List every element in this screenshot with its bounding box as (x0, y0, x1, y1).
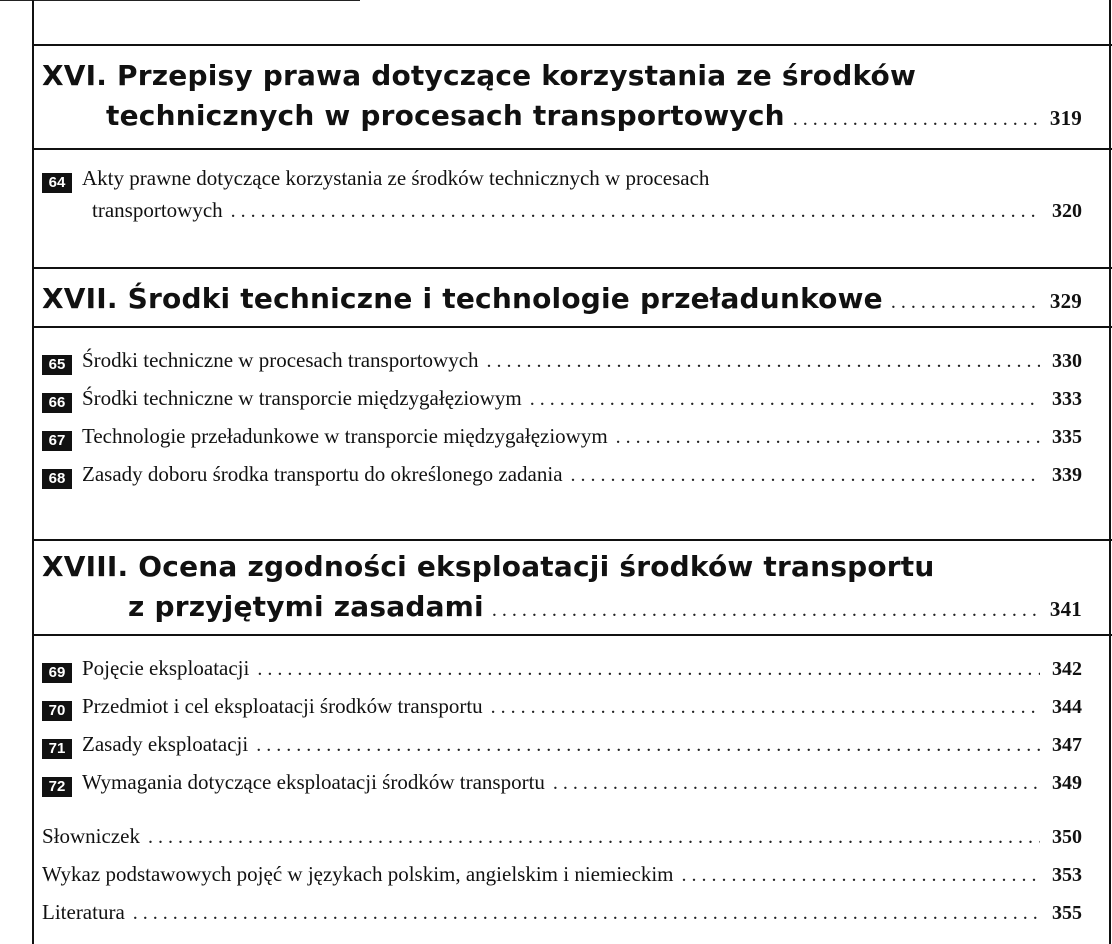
entry-title: Środki techniczne w procesach transportowych (82, 348, 479, 372)
section-heading-xvi (42, 56, 1082, 139)
entry-title: Wykaz podstawowych pojęć w językach polskim, angielskim i niemieckim (42, 862, 674, 886)
section-title-line1: XVI. Przepisy prawa dotyczące korzystania ze środków (42, 59, 917, 92)
toc-entry (42, 766, 1082, 799)
dot-leader (491, 691, 1040, 723)
chapter-number-badge: 67 (42, 431, 72, 451)
section-divider (32, 148, 1112, 150)
toc-entry (42, 690, 1082, 723)
entry-title: Środki techniczne w transporcie międzygałęziowym (82, 386, 522, 410)
page-number: 329 (1049, 289, 1082, 313)
section-divider (32, 539, 1112, 541)
section-heading-xvii (42, 279, 1082, 322)
toc-entry (42, 382, 1082, 415)
entry-title: Akty prawne dotyczące korzystania ze środków technicznych w procesach (82, 166, 710, 190)
section-divider (32, 634, 1112, 636)
right-border (1109, 0, 1111, 944)
page-number: 350 (1052, 826, 1082, 848)
toc-entry (42, 344, 1082, 377)
toc-entry-back-matter (42, 820, 1082, 853)
section-title-line2: z przyjętymi zasadami (128, 590, 484, 623)
dot-leader (257, 653, 1040, 685)
left-border (32, 0, 34, 944)
page-number: 353 (1052, 864, 1082, 886)
toc-entry (42, 420, 1082, 453)
toc-entry (42, 458, 1082, 491)
toc-entry-back-matter (42, 896, 1082, 929)
page-number: 341 (1049, 597, 1082, 621)
section-divider (32, 326, 1112, 328)
dot-leader (133, 897, 1040, 929)
dot-leader (891, 282, 1038, 322)
chapter-number-badge: 70 (42, 701, 72, 721)
chapter-number-badge: 66 (42, 393, 72, 413)
entry-title-cont: transportowych (92, 198, 223, 222)
page-number: 342 (1052, 658, 1082, 680)
entry-title: Pojęcie eksploatacji (82, 656, 250, 680)
dot-leader (616, 421, 1040, 453)
section-title-line1: XVII. Środki techniczne i technologie przeładunkowe (42, 282, 883, 315)
page-number: 330 (1052, 350, 1082, 372)
entry-title: Słowniczek (42, 824, 140, 848)
entry-title: Wymagania dotyczące eksploatacji środków transportu (82, 770, 545, 794)
page-number: 347 (1052, 734, 1082, 756)
page-number: 333 (1052, 388, 1082, 410)
chapter-number-badge: 69 (42, 663, 72, 683)
top-rule (0, 0, 360, 1)
dot-leader (530, 383, 1040, 415)
dot-leader (487, 345, 1040, 377)
dot-leader (682, 859, 1041, 891)
page-number: 344 (1052, 696, 1082, 718)
toc-entry-back-matter (42, 858, 1082, 891)
section-divider (32, 44, 1112, 46)
dot-leader (148, 821, 1040, 853)
toc-entry (42, 162, 1082, 227)
entry-title: Przedmiot i cel eksploatacji środków transportu (82, 694, 483, 718)
dot-leader (492, 590, 1038, 630)
section-heading-xviii (42, 547, 1082, 630)
page-number: 335 (1052, 426, 1082, 448)
section-title-line2: technicznych w procesach transportowych (106, 99, 785, 132)
entry-title: Zasady eksploatacji (82, 732, 249, 756)
chapter-number-badge: 71 (42, 739, 72, 759)
section-title-line1: XVIII. Ocena zgodności eksploatacji środków transportu (42, 550, 935, 583)
page-number: 339 (1052, 464, 1082, 486)
page-number: 320 (1052, 200, 1082, 222)
toc-entry (42, 652, 1082, 685)
chapter-number-badge: 64 (42, 173, 72, 193)
entry-title: Technologie przeładunkowe w transporcie międzygałęziowym (82, 424, 608, 448)
entry-title: Literatura (42, 900, 125, 924)
chapter-number-badge: 68 (42, 469, 72, 489)
dot-leader (231, 195, 1040, 227)
dot-leader (571, 459, 1040, 491)
page-number: 355 (1052, 902, 1082, 924)
dot-leader (553, 767, 1040, 799)
dot-leader (793, 99, 1038, 139)
chapter-number-badge: 65 (42, 355, 72, 375)
section-divider (32, 267, 1112, 269)
toc-entry (42, 728, 1082, 761)
page-number: 319 (1049, 106, 1082, 130)
chapter-number-badge: 72 (42, 777, 72, 797)
page-number: 349 (1052, 772, 1082, 794)
dot-leader (256, 729, 1040, 761)
entry-title: Zasady doboru środka transportu do określonego zadania (82, 462, 563, 486)
